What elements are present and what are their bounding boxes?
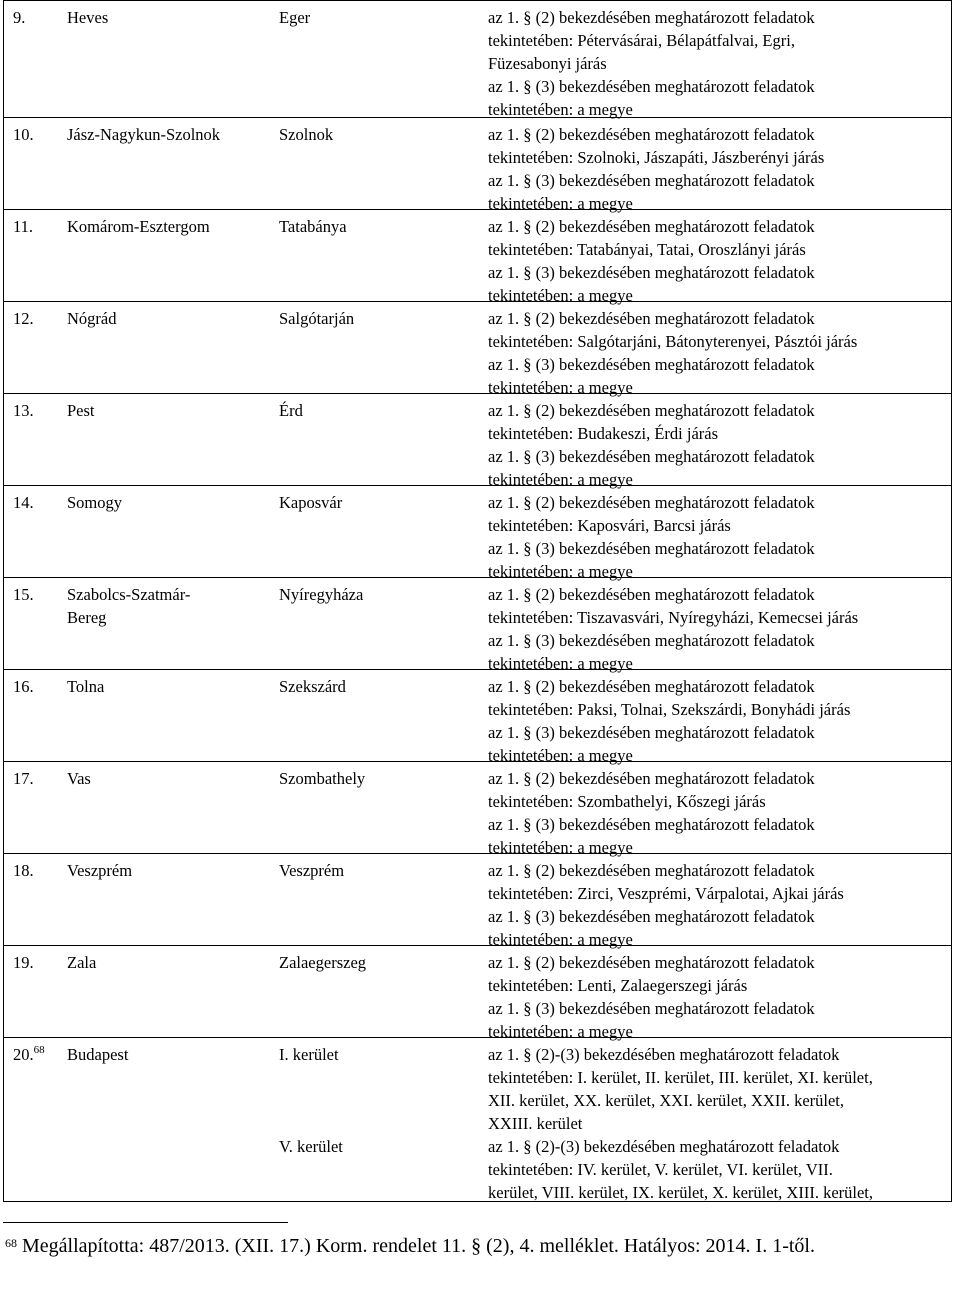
county-name: Nógrád xyxy=(67,309,117,328)
row-number: 18. xyxy=(13,861,34,880)
row-number: 10. xyxy=(13,125,34,144)
county-seat: Zalaegerszeg xyxy=(279,953,367,972)
county-name: Pest xyxy=(67,401,95,420)
county-name: Veszprém xyxy=(67,861,133,880)
row-number: 15. xyxy=(13,585,34,604)
task-description: az 1. § (2) bekezdésében meghatározott feladatok tekintetében: Kaposvári, Barcsi járás az 1. § (3) bekezdésében meghatározott feladatok tekintetében: a megye xyxy=(488,493,815,581)
table-row xyxy=(4,853,951,949)
table-row xyxy=(4,1037,951,1203)
table-row xyxy=(4,301,951,397)
task-description: az 1. § (2) bekezdésében meghatározott feladatok tekintetében: Paksi, Tolnai, Szekszárdi, Bonyhádi járás az 1. § (3) bekezdésében meghatározott feladatok tekintetében: a megye xyxy=(488,677,851,765)
footnote-ref: 68 xyxy=(33,1044,45,1056)
county-seat: Nyíregyháza xyxy=(279,585,364,604)
table-row xyxy=(4,577,951,673)
county-seat: Tatabánya xyxy=(279,217,347,236)
task-description: az 1. § (2) bekezdésében meghatározott feladatok tekintetében: Szombathelyi, Kőszegi járás az 1. § (3) bekezdésében meghatározott feladatok tekintetében: a megye xyxy=(488,769,815,857)
footnote-divider xyxy=(3,1222,288,1223)
footnote-text: Megállapította: 487/2013. (XII. 17.) Korm. rendelet 11. § (2), 4. melléklet. Hatályos: 2014. I. 1-től. xyxy=(22,1235,815,1257)
table-row xyxy=(4,393,951,489)
county-name: Komárom-Esztergom xyxy=(67,217,210,236)
county-seat: Veszprém xyxy=(279,861,345,880)
row-number: 16. xyxy=(13,677,34,696)
row-number: 12. xyxy=(13,309,34,328)
table-row xyxy=(4,485,951,581)
task-description: az 1. § (2) bekezdésében meghatározott feladatok tekintetében: Tatabányai, Tatai, Oroszlányi járás az 1. § (3) bekezdésében meghatározott feladatok tekintetében: a megye xyxy=(488,217,815,305)
table-row xyxy=(4,209,951,305)
table-row xyxy=(4,945,951,1041)
county-name: Somogy xyxy=(67,493,123,512)
table-row xyxy=(4,669,951,765)
county-seat: Eger xyxy=(279,8,311,27)
task-description: az 1. § (2) bekezdésében meghatározott feladatok tekintetében: Tiszavasvári, Nyíregyházi, Kemecsei járás az 1. § (3) bekezdésében meghatározott feladatok tekintetében: a megye xyxy=(488,585,859,673)
row-number: 17. xyxy=(13,769,34,788)
task-description: az 1. § (2) bekezdésében meghatározott feladatok tekintetében: Budakeszi, Érdi járás az 1. § (3) bekezdésében meghatározott feladatok tekintetében: a megye xyxy=(488,401,815,489)
county-seat: Érd xyxy=(279,401,303,420)
task-description: az 1. § (2)-(3) bekezdésében meghatározott feladatok tekintetében: I. kerület, II. kerület, III. kerület, XI. kerület, XII. kerület, XX. kerület, XXI. kerület, XXII. kerület, XXIII. kerület xyxy=(488,1045,873,1133)
county-name: Heves xyxy=(67,8,109,27)
table-row xyxy=(4,761,951,857)
row-number: 11. xyxy=(13,217,34,236)
county-seat: Salgótarján xyxy=(279,309,355,328)
row-number: 9. xyxy=(13,8,26,27)
county-seat: Szombathely xyxy=(279,769,366,788)
task-description: az 1. § (2) bekezdésében meghatározott feladatok tekintetében: Lenti, Zalaegerszegi járás az 1. § (3) bekezdésében meghatározott feladatok tekintetében: a megye xyxy=(488,953,815,1041)
county-name: Szabolcs-Szatmár- Bereg xyxy=(67,585,191,627)
districts-table xyxy=(3,0,952,1202)
county-name: Jász-Nagykun-Szolnok xyxy=(67,125,221,144)
task-description: az 1. § (2)-(3) bekezdésében meghatározott feladatok tekintetében: IV. kerület, V. kerület, VI. kerület, VII. kerület, VIII. kerület, IX. kerület, X. kerület, XIII. kerület, xyxy=(488,1137,874,1202)
table-row xyxy=(4,1,951,117)
row-number: 20.68 xyxy=(13,1044,45,1064)
footnote xyxy=(5,1234,945,1258)
footnote-number: 68 xyxy=(5,1236,17,1250)
county-seat: Kaposvár xyxy=(279,493,343,512)
county-seat: Szolnok xyxy=(279,125,334,144)
task-description: az 1. § (2) bekezdésében meghatározott feladatok tekintetében: Zirci, Veszprémi, Várpalotai, Ajkai járás az 1. § (3) bekezdésében meghatározott feladatok tekintetében: a megye xyxy=(488,861,844,949)
row-number: 19. xyxy=(13,953,34,972)
district-seat: V. kerület xyxy=(279,1137,343,1156)
row-number: 13. xyxy=(13,401,34,420)
county-seat: I. kerület xyxy=(279,1045,339,1064)
task-description: az 1. § (2) bekezdésében meghatározott feladatok tekintetében: Salgótarjáni, Bátonyterenyei, Pásztói járás az 1. § (3) bekezdésében meghatározott feladatok tekintetében: a megye xyxy=(488,309,858,397)
row-number: 14. xyxy=(13,493,34,512)
county-name: Budapest xyxy=(67,1045,129,1064)
county-name: Vas xyxy=(67,769,91,788)
county-name: Zala xyxy=(67,953,97,972)
county-seat: Szekszárd xyxy=(279,677,346,696)
task-description: az 1. § (2) bekezdésében meghatározott feladatok tekintetében: Szolnoki, Jászapáti, Jászberényi járás az 1. § (3) bekezdésében meghatározott feladatok tekintetében: a megye xyxy=(488,125,825,213)
county-name: Tolna xyxy=(67,677,105,696)
table-row xyxy=(4,117,951,213)
task-description: az 1. § (2) bekezdésében meghatározott feladatok tekintetében: Pétervásárai, Bélapátfalvai, Egri, Füzesabonyi járás az 1. § (3) bekezdésében meghatározott feladatok tekintetében: a megye xyxy=(488,8,815,119)
